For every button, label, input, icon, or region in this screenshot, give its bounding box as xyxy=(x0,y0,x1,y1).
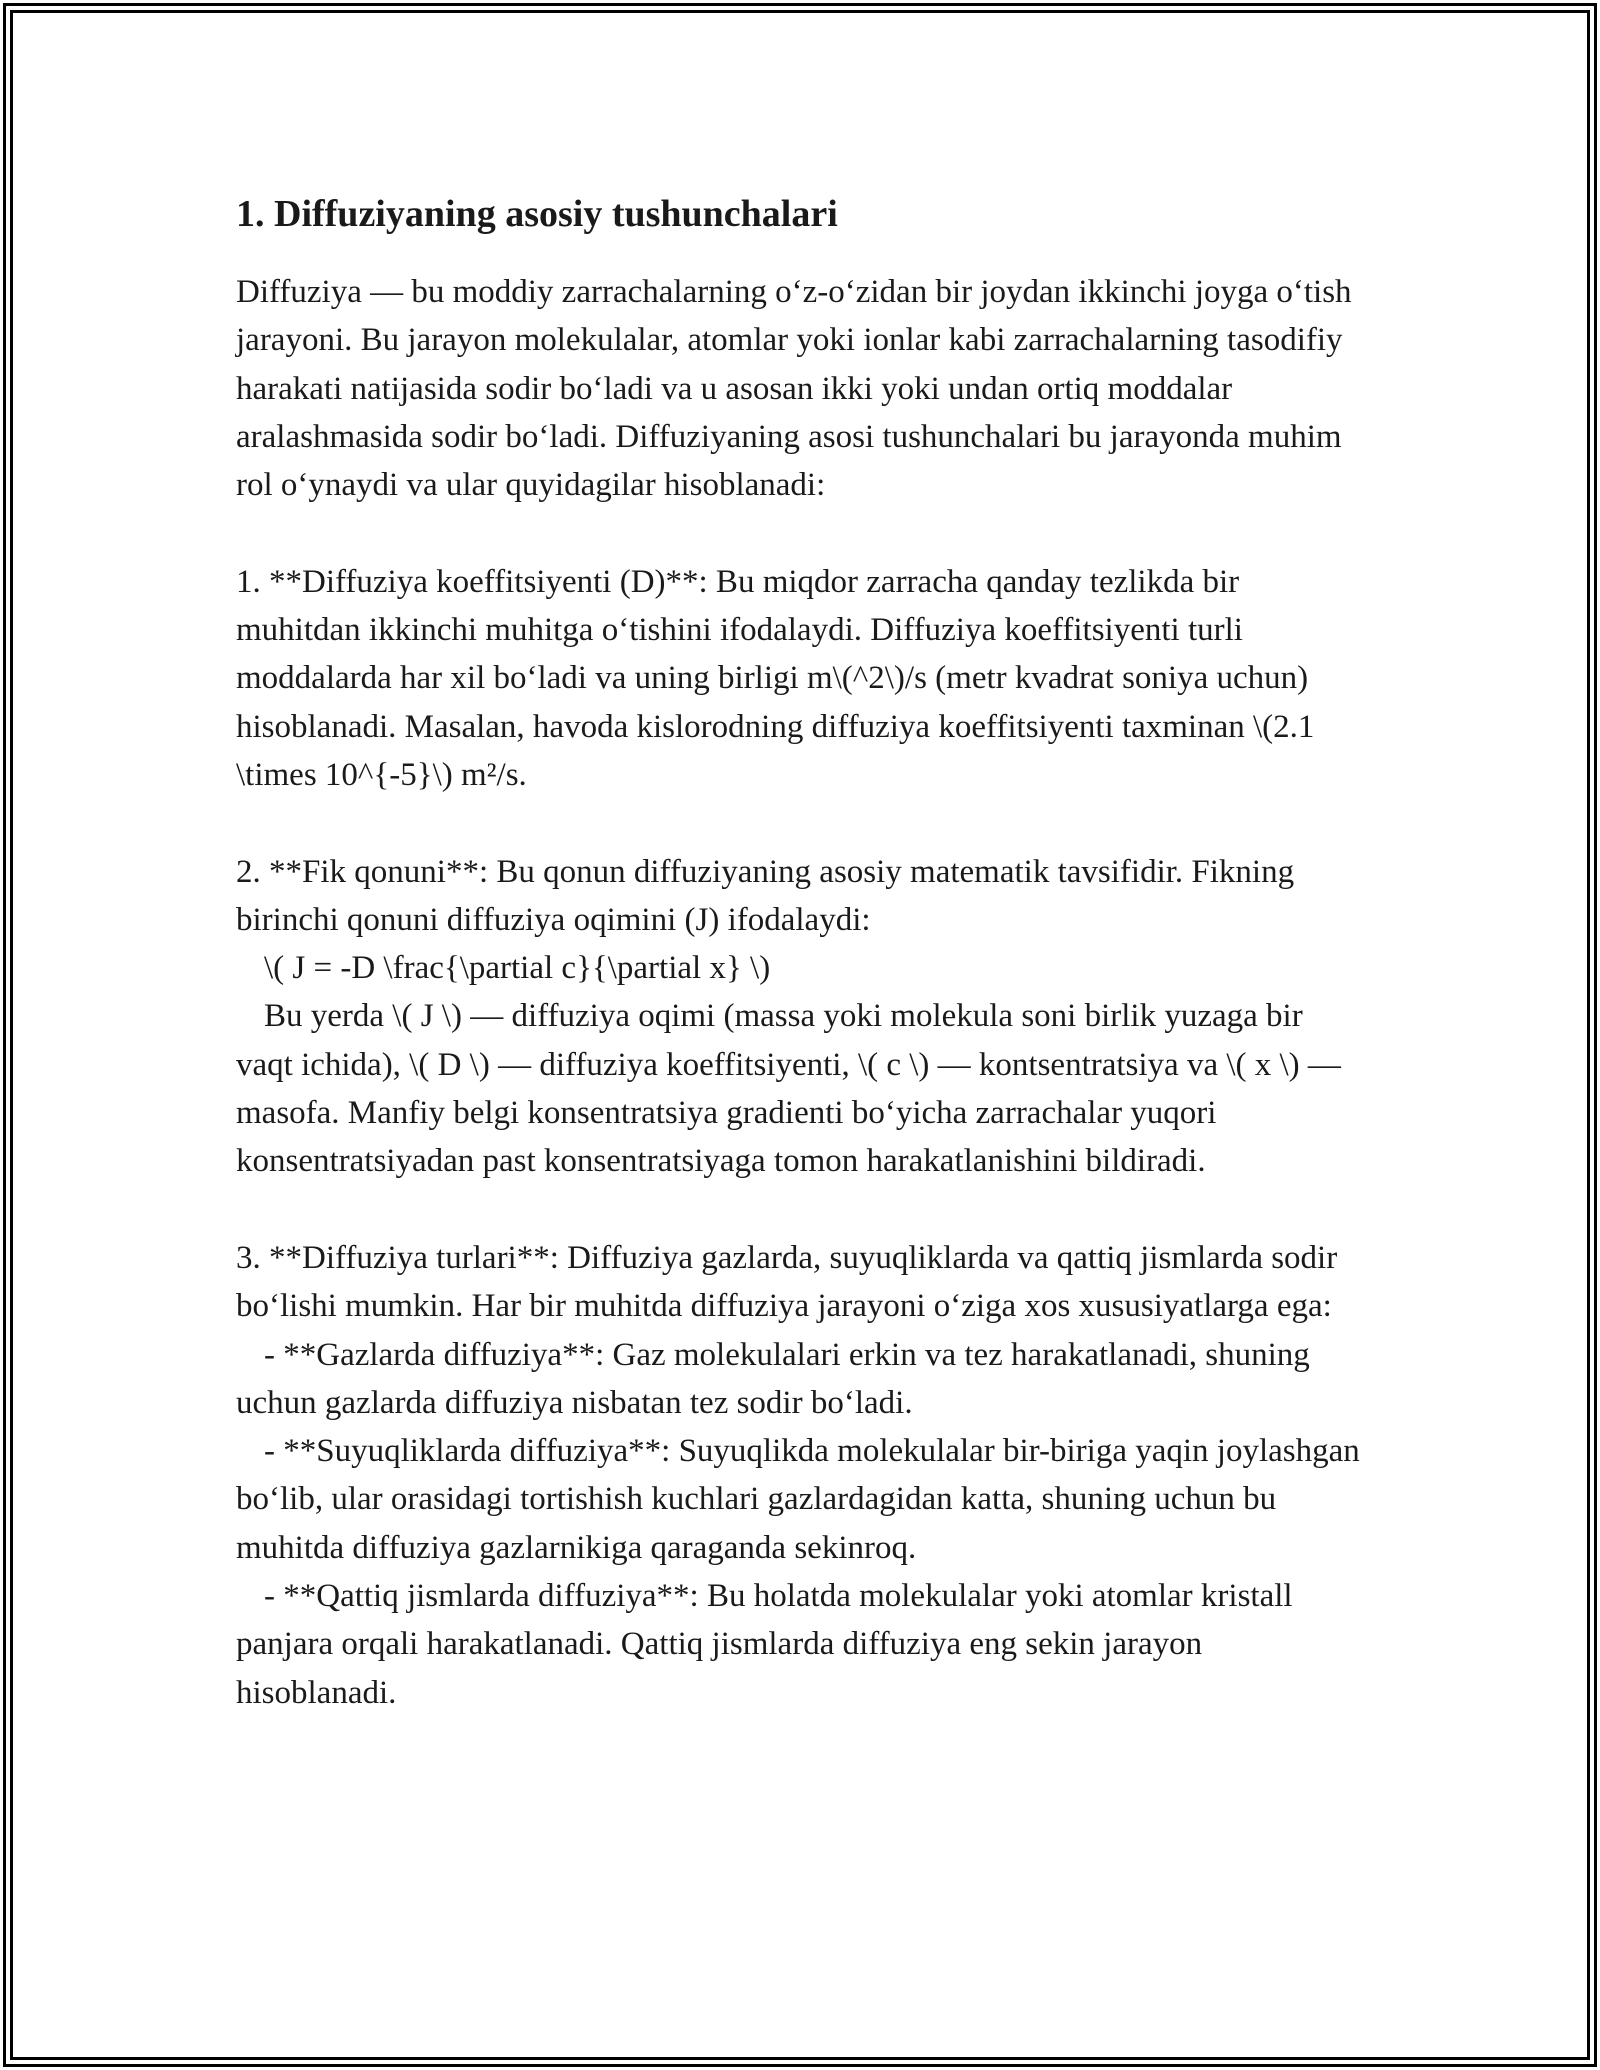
paragraph-gap xyxy=(236,799,1366,847)
item-fick-law-intro: 2. **Fik qonuni**: Bu qonun diffuziyaning asosiy matematik tavsifidir. Fikning birinchi qonuni diffuziya oqimini (J) ifodalaydi: xyxy=(236,853,1303,938)
document-body xyxy=(236,190,1369,1717)
liquid-diffusion: - **Suyuqliklarda diffuziya**: Suyuqlikda molekulalar bir-biriga yaqin joylashgan bo‘lib, ular orasidagi tortishish kuchlari gazlardagidan katta, shuning uchun bu muhitda diffuziya gazlarnikiga qaraganda sekinroq. xyxy=(236,1433,1369,1566)
fick-law-explanation: Bu yerda \( J \) — diffuziya oqimi (massa yoki molekula soni birlik yuzaga bir vaqt ichida), \( D \) — diffuziya koeffitsiyenti, \( c \) — kontsentratsiya va \( x \) — masofa. Manfiy belgi konsentratsiya gradienti bo‘yicha zarrachalar yuqori konsentratsiyadan past konsentratsiyaga tomon harakatlanishini bildiradi. xyxy=(236,998,1350,1180)
solid-diffusion: - **Qattiq jismlarda diffuziya**: Bu holatda molekulalar yoki atomlar kristall panjara orqali harakatlanadi. Qattiq jismlarda diffuziya eng sekin jarayon hisoblanadi. xyxy=(236,1578,1301,1711)
item-fick-law-formula-line xyxy=(236,944,1366,992)
item-fick-law-explanation-line xyxy=(236,992,1366,1185)
item-diffusion-coefficient: 1. **Diffuziya koeffitsiyenti (D)**: Bu miqdor zarracha qanday tezlikda bir muhitdan ikkinchi muhitga o‘tishini ifodalaydi. Diffuziya koeffitsiyenti turli moddalarda har xil bo‘ladi va uning birligi m\(^2\)/s (metr kvadrat soniya uchun) hisoblanadi. Masalan, havoda kislorodning diffuziya koeffitsiyenti taxminan \(2.1 \times 10^{-5}\) m²/s. xyxy=(236,563,1323,793)
item-gas-diffusion-line xyxy=(236,1331,1366,1428)
paragraph-gap xyxy=(236,509,1366,557)
item-liquid-diffusion-line xyxy=(236,1427,1369,1572)
item-diffusion-types-intro: 3. **Diffuziya turlari**: Diffuziya gazlarda, suyuqliklarda va qattiq jismlarda sodir bo‘lishi mumkin. Har bir muhitda diffuziya jarayoni o‘ziga xos xususiyatlarga ega: xyxy=(236,1239,1346,1325)
fick-law-formula: \( J = -D \frac{\partial c}{\partial x} \) xyxy=(264,950,771,987)
paragraph-gap xyxy=(236,1186,1366,1234)
section-heading: 1. Diffuziyaning asosiy tushunchalari xyxy=(236,193,838,235)
item-solid-diffusion-line xyxy=(236,1572,1366,1717)
intro-paragraph: Diffuziya — bu moddiy zarrachalarning o‘z-o‘zidan bir joydan ikkinchi joyga o‘tish jarayoni. Bu jarayon molekulalar, atomlar yoki ionlar kabi zarrachalarning tasodifiy harakati natijasida sodir bo‘ladi va u asosan ikki yoki undan ortiq moddalar aralashmasida sodir bo‘ladi. Diffuziyaning asosi tushunchalari bu jarayonda muhim rol o‘ynaydi va ular quyidagilar hisoblanadi: xyxy=(236,274,1360,504)
gas-diffusion: - **Gazlarda diffuziya**: Gaz molekulalari erkin va tez harakatlanadi, shuning uchun gazlarda diffuziya nisbatan tez sodir bo‘ladi. xyxy=(236,1336,1319,1421)
